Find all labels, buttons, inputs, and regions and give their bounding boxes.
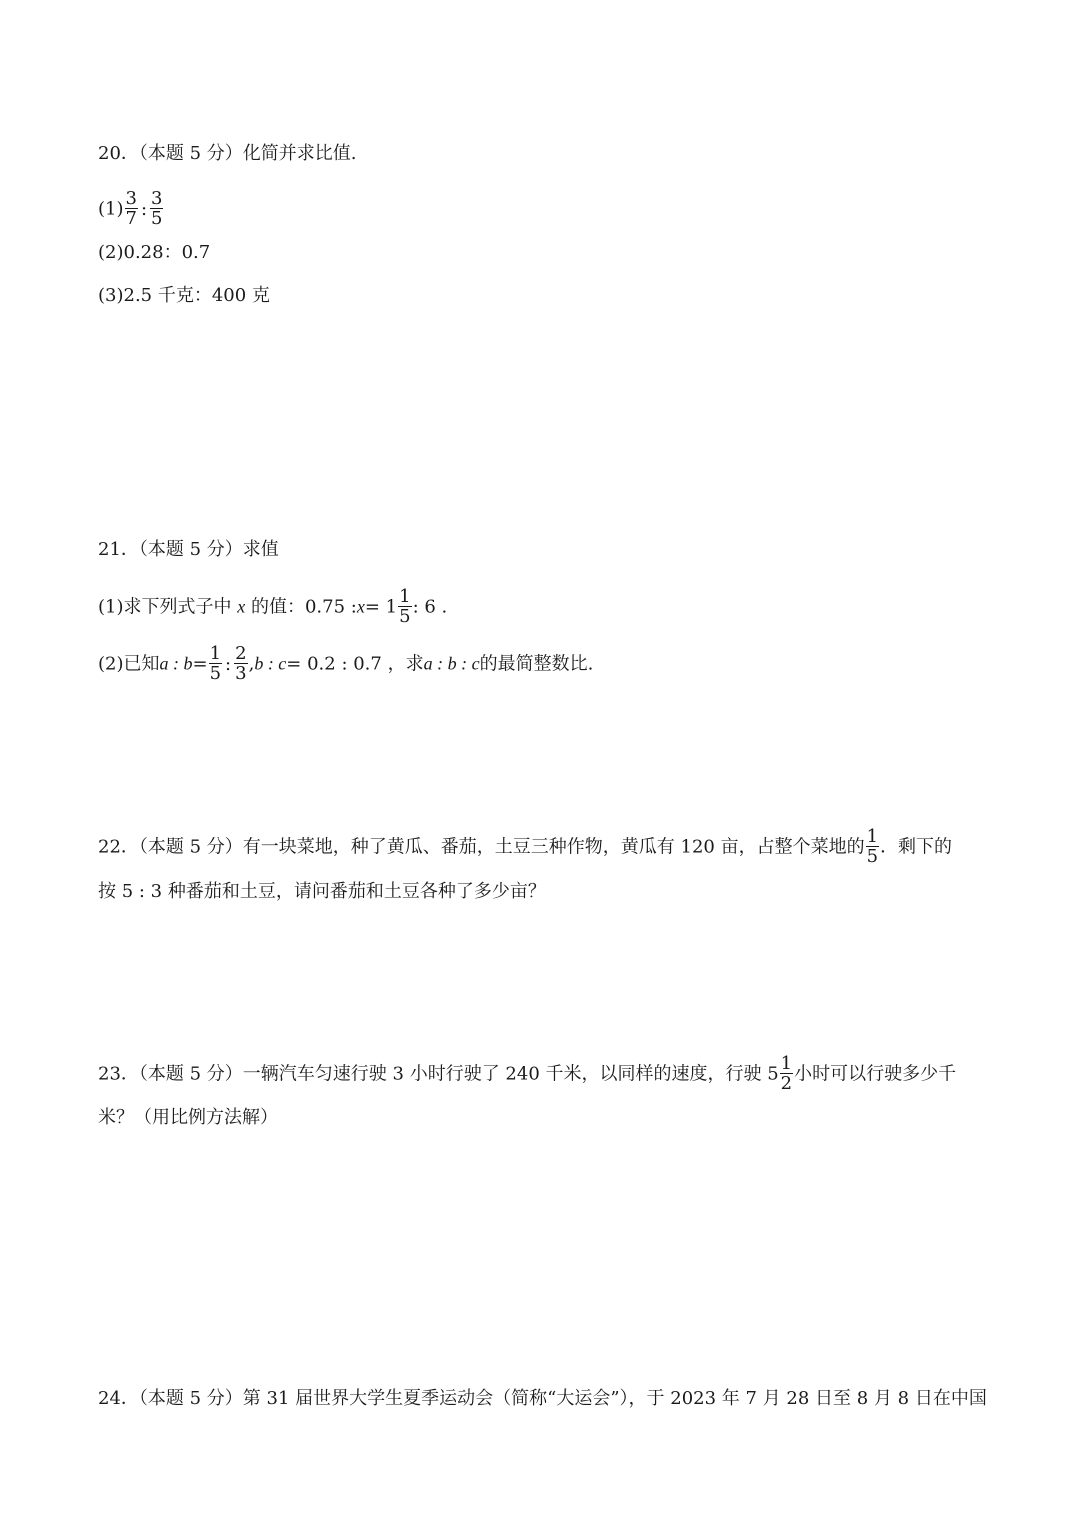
q20-part1 <box>98 190 164 229</box>
q21-part1-mid: 的值：0.75 : <box>250 596 357 618</box>
q23-line1-tail: 小时可以行驶多少千 <box>794 1063 957 1085</box>
q21-part2-text: (2)已知 <box>98 653 160 675</box>
q21-part2-eq: = <box>192 653 208 675</box>
q21-part2-bc: b : c <box>254 653 287 674</box>
q21-part1-text: (1)求下列式子中 <box>98 596 232 618</box>
q20-heading: 20．（本题 5 分）化简并求比值. <box>98 143 357 164</box>
q22-fraction: $\frac{1}{5}$ <box>866 826 879 867</box>
q23-fraction: $\frac{1}{2}$ <box>780 1053 793 1094</box>
q21-part1 <box>98 588 447 627</box>
q21-part2-ab: a : b <box>159 653 193 674</box>
q24-line1: 24．（本题 5 分）第 31 届世界大学生夏季运动会（简称“大运会”），于 2023 年 7 月 28 日至 8 月 8 日在中国 <box>98 1388 987 1409</box>
q21-part1-var2: x <box>356 596 365 617</box>
q20-part1-fraction-a: $\frac{3}{7}$ <box>125 188 137 229</box>
q23-line1 <box>98 1055 956 1094</box>
q21-part2-fraction-b: $\frac{2}{3}$ <box>235 643 247 684</box>
q21-part2-tail: 的最简整数比. <box>479 653 594 675</box>
q23-line2: 米？（用比例方法解） <box>98 1107 278 1128</box>
q22-line2: 按 5 : 3 种番茄和土豆，请问番茄和土豆各种了多少亩？ <box>98 881 546 902</box>
q20-part1-colon: : <box>140 198 148 220</box>
q22-line1-text: 22．（本题 5 分）有一块菜地，种了黄瓜、番茄，土豆三种作物，黄瓜有 120 亩，占整个菜地的 <box>98 836 865 858</box>
q21-part2-abc: a : b : c <box>423 653 480 674</box>
q21-part2-comma: , <box>248 653 255 675</box>
q20-part1-label: (1) <box>98 198 124 220</box>
q21-part2-vals: = 0.2 : 0.7 ，求 <box>286 653 424 675</box>
q21-heading: 21．（本题 5 分）求值 <box>98 539 279 560</box>
q21-part2-colon: : <box>225 653 232 675</box>
q23-line1-text: 23．（本题 5 分）一辆汽车匀速行驶 3 小时行驶了 240 千米，以同样的速度，行驶 5 <box>98 1063 779 1085</box>
q22-line1 <box>98 828 952 867</box>
q21-part2 <box>98 645 593 684</box>
q21-part1-fraction: $\frac{1}{5}$ <box>399 586 411 627</box>
q22-line1-tail: ．剩下的 <box>880 836 953 858</box>
q21-part1-var: x <box>237 596 246 617</box>
q21-part2-fraction-a: $\frac{1}{5}$ <box>209 643 222 684</box>
q20-part1-fraction-b: $\frac{3}{5}$ <box>151 188 163 229</box>
q21-part1-tail: : 6 . <box>412 596 448 618</box>
q20-part3: (3)2.5 千克：400 克 <box>98 285 270 306</box>
q20-part2: (2)0.28：0.7 <box>98 242 211 263</box>
q21-part1-eq: = 1 <box>364 596 398 618</box>
